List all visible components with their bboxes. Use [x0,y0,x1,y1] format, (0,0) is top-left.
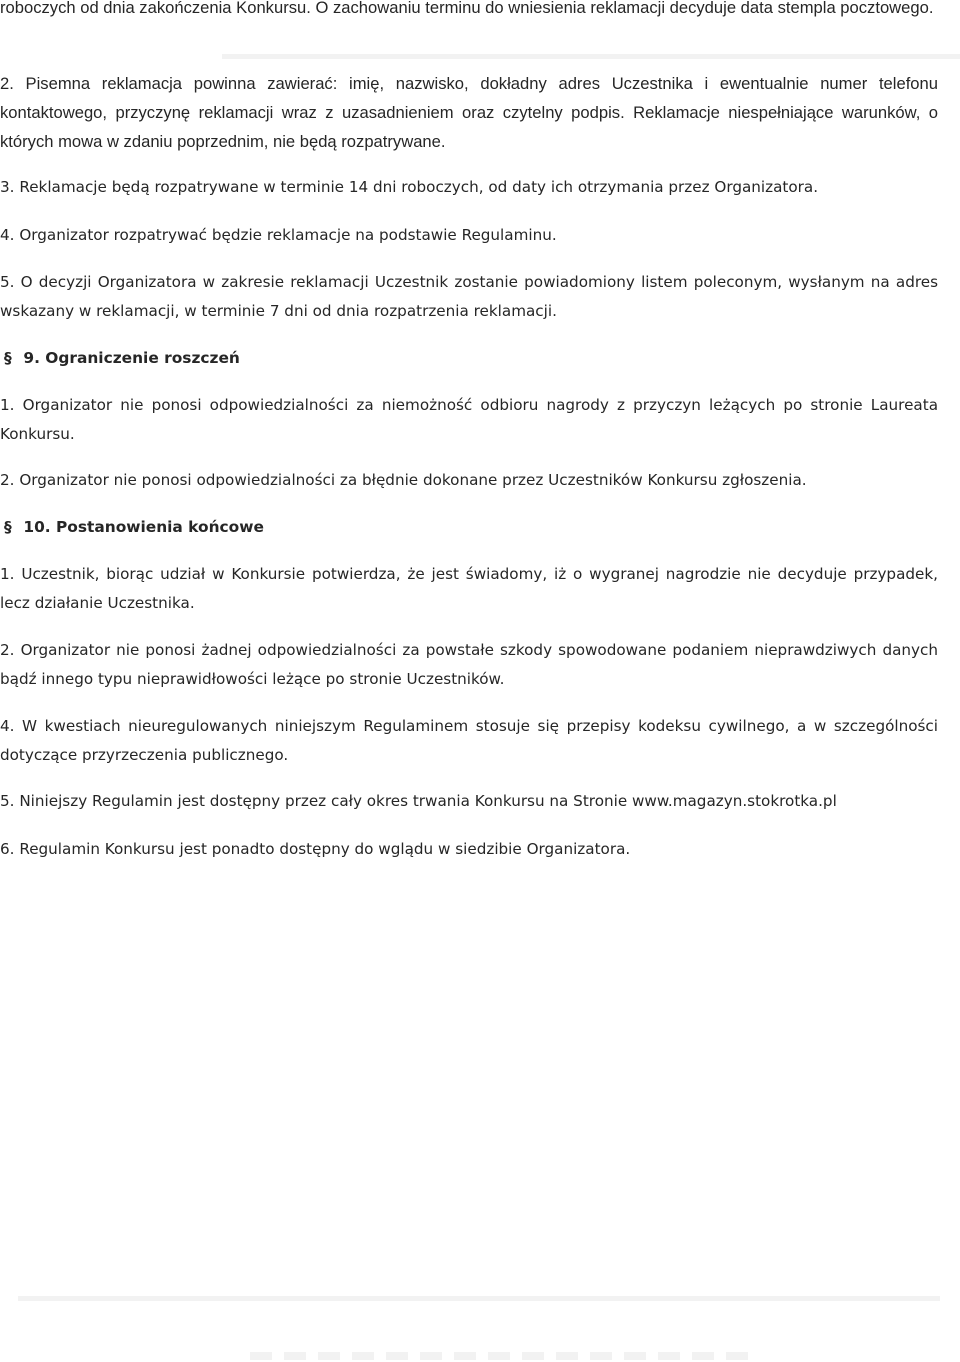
paragraph-regulation-availability: 5. Niniejszy Regulamin jest dostępny przez cały okres trwania Konkursu na Stronie www.magazyn.stokrotka.pl [0,792,837,810]
paragraph-complaint-basis: 4. Organizator rozpatrywać będzie reklamacje na podstawie Regulaminu. [0,226,557,244]
section-heading-10-title: 10. Postanowienia końcowe [23,518,264,536]
paragraph-complaint-contents: 2. Pisemna reklamacja powinna zawierać: imię, nazwisko, dokładny adres Uczestnika i ewentualnie numer telefonu kontaktowego, przyczynę reklamacji wraz z uzasadnieniem oraz czytelny podpis. Reklamacje niespełniające warunków, o których mowa w zdaniu poprzednim, nie będą rozpatrywane. [0,74,938,151]
paragraph-complaint-decision: 5. O decyzji Organizatora w zakresie reklamacji Uczestnik zostanie powiadomiony listem poleconym, wysłanym na adres wskazany w reklamacji, w terminie 7 dni od dnia rozpatrzenia reklamacji. [0,273,938,320]
paragraph-participant-awareness: 1. Uczestnik, biorąc udział w Konkursie potwierdza, że jest świadomy, iż o wygranej nagrodzie nie decyduje przypadek, lecz działanie Uczestnika. [0,565,938,612]
footer-ghost-text [250,1352,750,1360]
paragraph-complaint-deadline: roboczych od dnia zakończenia Konkursu. O zachowaniu terminu do wniesienia reklamacji decyduje data stempla pocztowego. [0,0,934,17]
page-break-shadow [222,54,960,59]
section-sign: § [4,518,12,536]
paragraph-regulation-inspection: 6. Regulamin Konkursu jest ponadto dostępny do wglądu w siedzibie Organizatora. [0,840,631,858]
section-sign: § [4,349,12,367]
section-heading-10 [4,513,264,542]
paragraph-prize-collection: 1. Organizator nie ponosi odpowiedzialności za niemożność odbioru nagrody z przyczyn leżących po stronie Laureata Konkursu. [0,396,938,443]
section-heading-9-title: 9. Ograniczenie roszczeń [23,349,240,367]
paragraph-wrong-submissions: 2. Organizator nie ponosi odpowiedzialności za błędnie dokonane przez Uczestników Konkursu zgłoszenia. [0,471,807,489]
page-break-shadow [18,1296,940,1301]
paragraph-liability-damages: 2. Organizator nie ponosi żadnej odpowiedzialności za powstałe szkody spowodowane podaniem nieprawdziwych danych bądź innego typu nieprawidłowości leżące po stronie Uczestników. [0,641,938,688]
paragraph-civil-code: 4. W kwestiach nieuregulowanych niniejszym Regulaminem stosuje się przepisy kodeksu cywilnego, a w szczególności dotyczące przyrzeczenia publicznego. [0,717,938,764]
section-heading-9 [4,344,240,373]
paragraph-complaint-review-term: 3. Reklamacje będą rozpatrywane w terminie 14 dni roboczych, od daty ich otrzymania przez Organizatora. [0,178,819,196]
